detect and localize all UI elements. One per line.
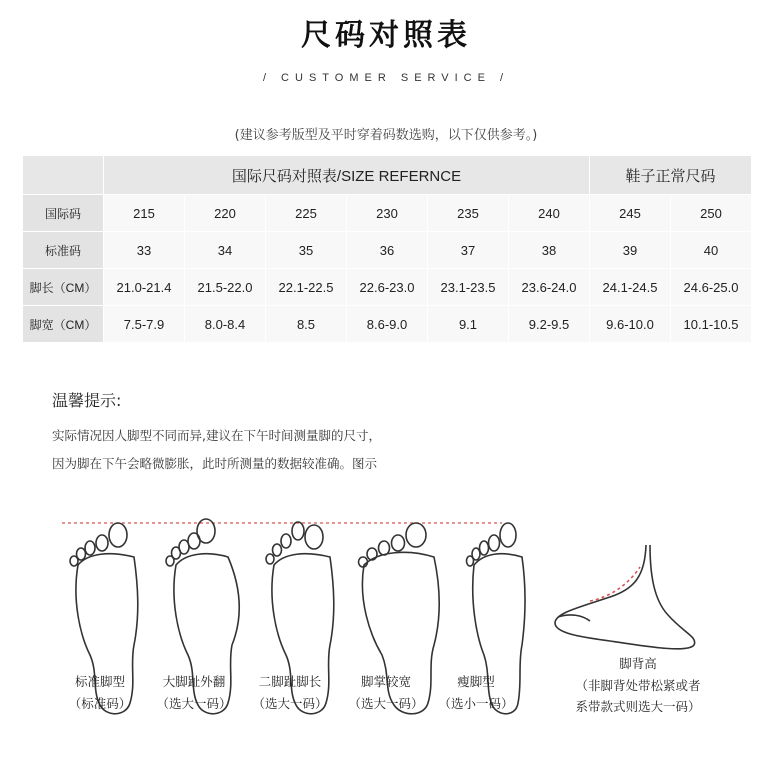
- instep-label-advice: （非脚背处带松紧或者: [575, 678, 701, 693]
- page-subtitle: / CUSTOMER SERVICE /: [262, 72, 510, 84]
- table-cell: 24.1-24.5: [590, 269, 671, 306]
- table-cell: 36: [347, 232, 428, 269]
- table-cell: 37: [428, 232, 509, 269]
- table-cell: 9.1: [428, 306, 509, 343]
- table-cell: 35: [266, 232, 347, 269]
- table-header-corner: [23, 156, 104, 195]
- foot-label-name: 二脚趾脚长: [258, 674, 322, 689]
- foot-label-advice: （选小一码）: [438, 696, 514, 711]
- table-header-row: [23, 156, 752, 195]
- table-cell: 22.1-22.5: [266, 269, 347, 306]
- tips-title: 温馨提示:: [52, 391, 122, 410]
- table-cell: 39: [590, 232, 671, 269]
- instep-label-name: 脚背高: [619, 656, 657, 671]
- row-label: 标准码: [23, 232, 104, 269]
- tips-line: 实际情况因人脚型不同而异,建议在下午时间测量脚的尺寸，: [52, 428, 381, 443]
- table-cell: 38: [509, 232, 590, 269]
- table-cell: 245: [590, 195, 671, 232]
- table-cell: 9.6-10.0: [590, 306, 671, 343]
- foot-label-name: 标准脚型: [74, 674, 125, 689]
- foot-label-name: 瘦脚型: [457, 674, 495, 689]
- table-cell: 23.1-23.5: [428, 269, 509, 306]
- foot-label-advice: （标准码）: [68, 696, 132, 711]
- instep-label-advice: 系带款式则选大一码）: [575, 699, 701, 714]
- table-cell: 8.0-8.4: [185, 306, 266, 343]
- foot-label-advice: （选大一码）: [156, 696, 232, 711]
- foot-illustrations: [50, 505, 730, 755]
- table-cell: 40: [671, 232, 752, 269]
- foot-label-advice: （选大一码）: [348, 696, 424, 711]
- table-cell: 24.6-25.0: [671, 269, 752, 306]
- size-table: [22, 155, 752, 343]
- foot-label-name: 大脚趾外翻: [162, 674, 226, 689]
- table-header-right: 鞋子正常尺码: [590, 156, 752, 195]
- row-label: 脚宽（CM）: [23, 306, 104, 343]
- row-label: 脚长（CM）: [23, 269, 104, 306]
- table-cell: 8.6-9.0: [347, 306, 428, 343]
- table-row: [23, 195, 752, 232]
- table-cell: 10.1-10.5: [671, 306, 752, 343]
- table-cell: 7.5-7.9: [104, 306, 185, 343]
- table-cell: 250: [671, 195, 752, 232]
- table-cell: 240: [509, 195, 590, 232]
- table-cell: 23.6-24.0: [509, 269, 590, 306]
- table-row: [23, 269, 752, 306]
- foot-instep-side-icon: [555, 545, 695, 649]
- table-row: [23, 232, 752, 269]
- foot-label-name: 脚掌较宽: [360, 674, 411, 689]
- table-row: [23, 306, 752, 343]
- table-cell: 21.5-22.0: [185, 269, 266, 306]
- page-title: 尺码对照表: [301, 18, 471, 53]
- table-cell: 215: [104, 195, 185, 232]
- table-cell: 220: [185, 195, 266, 232]
- foot-label-advice: （选大一码）: [252, 696, 328, 711]
- tips-line: 因为脚在下午会略微膨胀，此时所测量的数据较准确。图示: [52, 456, 378, 471]
- table-cell: 8.5: [266, 306, 347, 343]
- table-cell: 34: [185, 232, 266, 269]
- table-cell: 33: [104, 232, 185, 269]
- table-cell: 21.0-21.4: [104, 269, 185, 306]
- table-cell: 235: [428, 195, 509, 232]
- table-header-main: 国际尺码对照表/SIZE REFERNCE: [104, 156, 590, 195]
- row-label: 国际码: [23, 195, 104, 232]
- table-cell: 9.2-9.5: [509, 306, 590, 343]
- table-cell: 22.6-23.0: [347, 269, 428, 306]
- reference-note: (建议参考版型及平时穿着码数选购，以下仅供参考。): [234, 128, 538, 143]
- table-cell: 225: [266, 195, 347, 232]
- table-cell: 230: [347, 195, 428, 232]
